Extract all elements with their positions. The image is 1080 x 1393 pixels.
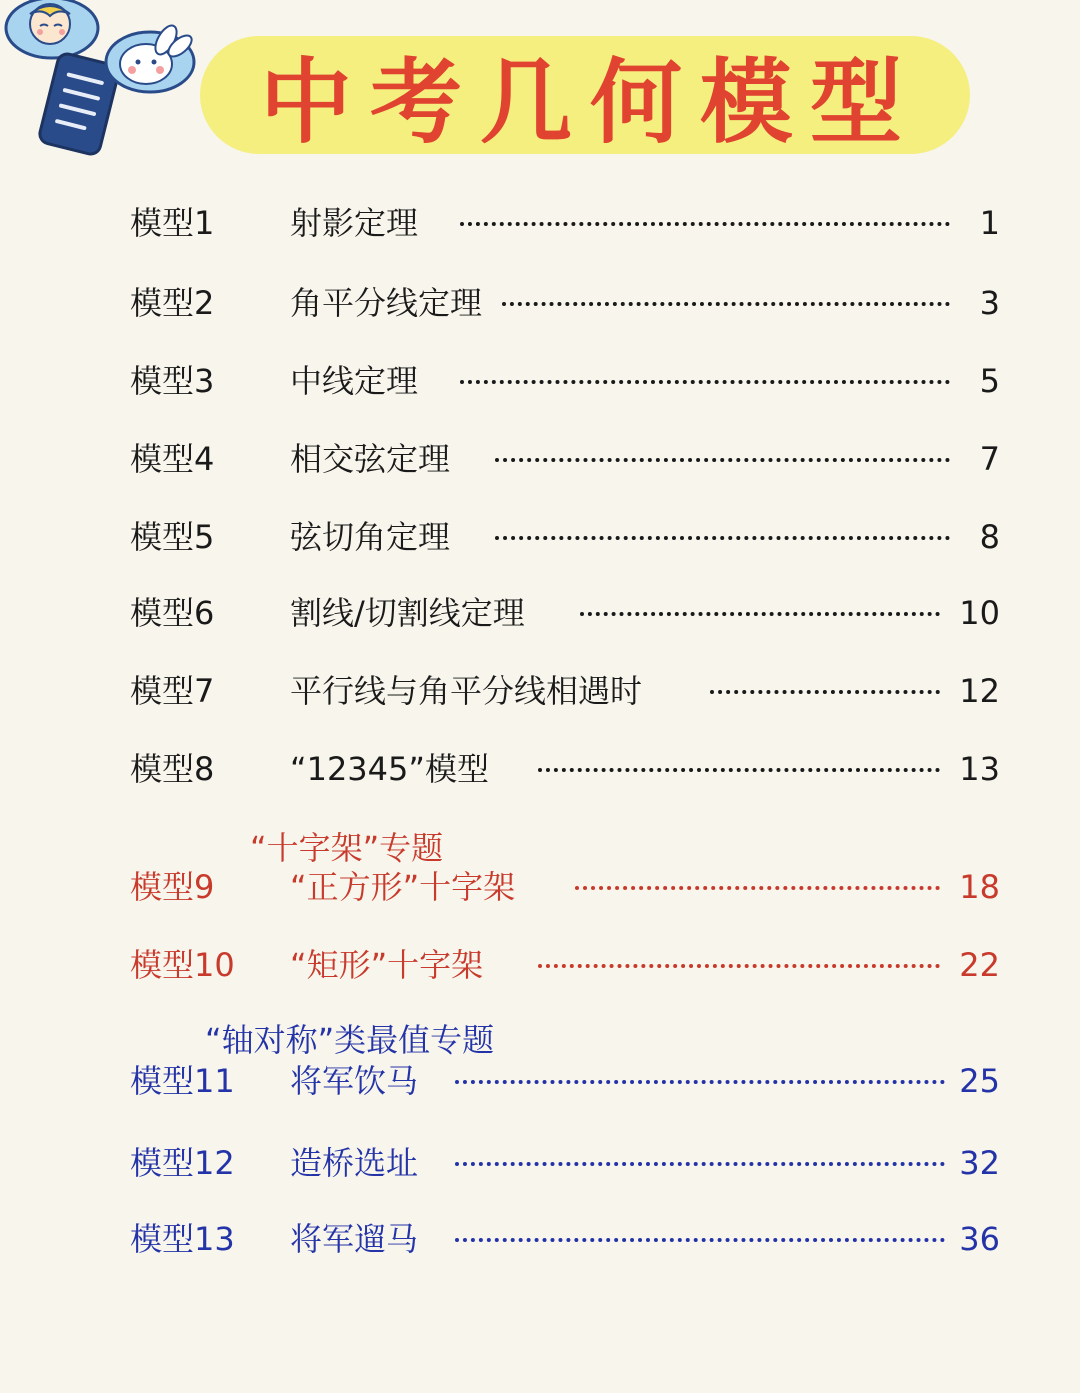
model-name: 割线/切割线定理 <box>290 594 525 632</box>
page-number: 3 <box>979 284 1000 322</box>
model-name: 角平分线定理 <box>290 284 483 322</box>
page-number: 8 <box>979 518 1000 556</box>
model-number: 模型9 <box>130 868 215 906</box>
leader-dots <box>710 690 940 694</box>
model-name: 相交弦定理 <box>290 440 451 478</box>
leader-dots <box>502 302 950 306</box>
leader-dots <box>495 458 950 462</box>
toc-row <box>130 512 1000 562</box>
model-number: 模型1 <box>130 204 215 242</box>
sticker-illustration <box>0 0 200 160</box>
toc-row <box>130 1138 1000 1188</box>
model-number: 模型3 <box>130 362 215 400</box>
page-title: 中考几何模型 <box>259 48 920 156</box>
page-number: 5 <box>979 362 1000 400</box>
model-number: 模型5 <box>130 518 215 556</box>
toc-row <box>130 862 1000 912</box>
leader-dots <box>495 536 950 540</box>
leader-dots <box>460 380 950 384</box>
toc-row <box>130 1214 1000 1264</box>
model-number: 模型6 <box>130 594 215 632</box>
model-number: 模型8 <box>130 750 215 788</box>
leader-dots <box>538 964 940 968</box>
page-number: 25 <box>959 1062 1000 1100</box>
toc-row <box>130 588 1000 638</box>
section-heading-cross: “十字架”专题 <box>250 829 444 867</box>
toc-row <box>130 198 1000 248</box>
page-number: 13 <box>959 750 1000 788</box>
model-number: 模型12 <box>130 1144 235 1182</box>
model-name: “正方形”十字架 <box>290 868 516 906</box>
toc-row <box>130 356 1000 406</box>
model-number: 模型10 <box>130 946 235 984</box>
page-number: 22 <box>959 946 1000 984</box>
toc-row <box>130 278 1000 328</box>
character-face-icon <box>6 0 98 58</box>
bunny-icon <box>106 22 195 92</box>
page-number: 1 <box>979 204 1000 242</box>
page-number: 36 <box>959 1220 1000 1258</box>
model-name: 造桥选址 <box>290 1144 419 1182</box>
model-name: “矩形”十字架 <box>290 946 484 984</box>
page-number: 18 <box>959 868 1000 906</box>
page-number: 12 <box>959 672 1000 710</box>
model-name: 平行线与角平分线相遇时 <box>290 672 643 710</box>
leader-dots <box>575 886 940 890</box>
model-name: 中线定理 <box>290 362 419 400</box>
model-number: 模型4 <box>130 440 215 478</box>
toc-row <box>130 666 1000 716</box>
page-number: 32 <box>959 1144 1000 1182</box>
model-name: “12345”模型 <box>290 750 489 788</box>
leader-dots <box>455 1238 945 1242</box>
page-number: 7 <box>979 440 1000 478</box>
model-number: 模型7 <box>130 672 215 710</box>
section-heading-symmetry: “轴对称”类最值专题 <box>205 1021 495 1059</box>
model-name: 将军遛马 <box>290 1220 419 1258</box>
toc-row <box>130 434 1000 484</box>
toc-row <box>130 744 1000 794</box>
leader-dots <box>538 768 940 772</box>
model-number: 模型11 <box>130 1062 235 1100</box>
leader-dots <box>580 612 940 616</box>
model-name: 射影定理 <box>290 204 419 242</box>
toc-row <box>130 940 1000 990</box>
model-name: 将军饮马 <box>290 1062 419 1100</box>
model-number: 模型2 <box>130 284 215 322</box>
toc-row <box>130 1056 1000 1106</box>
leader-dots <box>455 1080 945 1084</box>
model-number: 模型13 <box>130 1220 235 1258</box>
leader-dots <box>460 222 950 226</box>
leader-dots <box>455 1162 945 1166</box>
model-name: 弦切角定理 <box>290 518 451 556</box>
page-number: 10 <box>959 594 1000 632</box>
